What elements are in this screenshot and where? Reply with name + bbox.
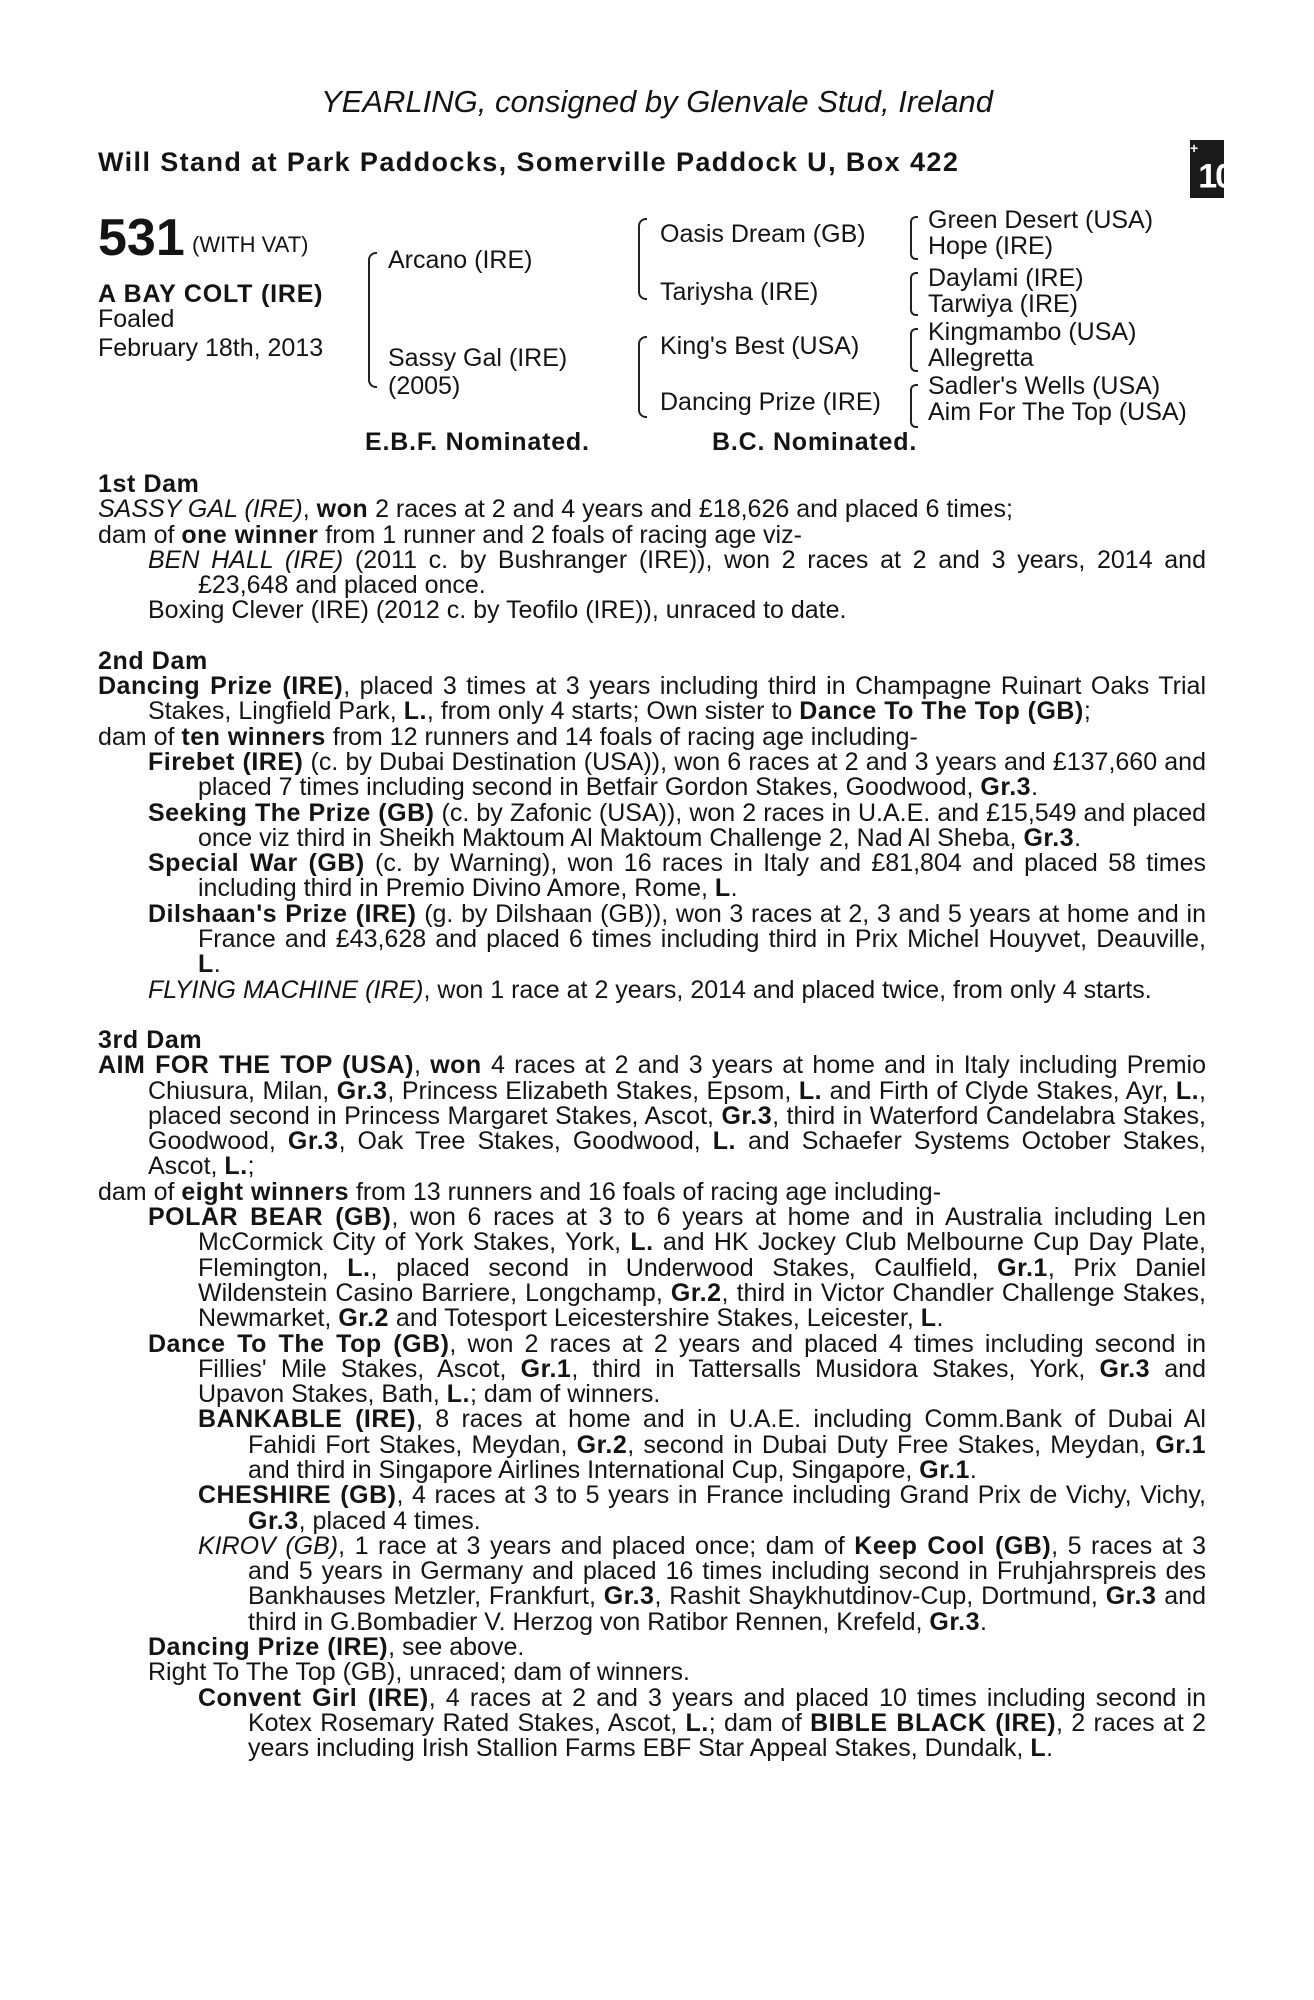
- ancestor-kingmambo: Kingmambo (USA): [928, 318, 1137, 346]
- text: 4 races at 2 and 3 years at home and in Italy including Premio Chiusura, Milan,: [148, 1051, 1206, 1105]
- text: (c. by Dubai Destination (USA)), won 6 races at 2 and 3 years and £137,660 and placed 7 times including second in Betfair Gordon Stakes, Goodwood,: [198, 747, 1206, 802]
- listed-mark: L.: [1175, 1076, 1200, 1105]
- text: , placed second in Underwood Stakes, Caulfield,: [370, 1253, 998, 1282]
- grade-mark: Gr.1: [520, 1354, 572, 1383]
- grandproduce-convent-girl: [98, 1683, 1206, 1763]
- text: dam of: [98, 1177, 182, 1206]
- text: (c. by Zafonic (USA)), won 2 races in U.A.E. and £15,549 and placed once viz third in Sheikh Maktoum Al Maktoum Challenge 2, Nad Al Sheba,: [198, 798, 1207, 852]
- produce-ben-hall: [98, 545, 1206, 600]
- text: , placed second in Princess Margaret Stakes, Ascot,: [148, 1076, 1206, 1130]
- ancestor-sadlers-wells: Sadler's Wells (USA): [928, 372, 1161, 400]
- text: , third in Tattersalls Musidora Stakes, York,: [571, 1354, 1100, 1383]
- grade-mark: Gr.1: [997, 1253, 1048, 1282]
- ancestor-daylami: Daylami (IRE): [928, 264, 1084, 292]
- horse-ref: Dilshaan's Prize (IRE): [148, 899, 417, 928]
- grandproduce-cheshire: [98, 1483, 1206, 1534]
- family-details: [98, 472, 1206, 1762]
- text: , third in Waterford Candelabra Stakes, Goodwood,: [148, 1101, 1206, 1156]
- listed-mark: L.: [446, 1380, 470, 1409]
- text: ;: [1083, 697, 1091, 726]
- grade-mark: Gr.3: [336, 1076, 388, 1105]
- third-dam-produce-summary: [98, 1177, 1206, 1206]
- text: , 4 races at 2 and 3 years and placed 10 times including second in Kotex Rosemary Rated Stakes, Ascot,: [248, 1683, 1206, 1737]
- first-dam-heading: 1st Dam: [98, 470, 200, 498]
- ancestor-allegretta: Allegretta: [928, 344, 1034, 372]
- text: and third in G.Bombadier V. Herzog von Ratibor Rennen, Krefeld,: [248, 1582, 1206, 1636]
- text: , third in Victor Chandler Challenge Stakes, Newmarket,: [198, 1278, 1206, 1333]
- text: .: [980, 1607, 987, 1636]
- grade-mark: Gr.3: [1023, 823, 1075, 852]
- horse-ref: Special War (GB): [148, 849, 365, 878]
- grade-mark: Gr.3: [603, 1582, 655, 1611]
- sire-dam: Tariysha (IRE): [660, 278, 819, 306]
- text: ,: [414, 1051, 431, 1080]
- horse-ref: Seeking The Prize (GB): [148, 798, 435, 827]
- text: , won 6 races at 3 to 6 years at home and in Australia including Len McCormick City of York Stakes, York,: [198, 1203, 1206, 1257]
- horse-name: A BAY COLT (IRE): [98, 280, 324, 308]
- text: , second in Dubai Duty Free Stakes, Meydan,: [627, 1430, 1156, 1459]
- produce-firebet: [98, 747, 1206, 802]
- text: , Rashit Shaykhutdinov-Cup, Dortmund,: [654, 1582, 1106, 1611]
- grandproduce-bankable: [98, 1407, 1206, 1483]
- consignment-heading: YEARLING, consigned by Glenvale Stud, Ireland: [320, 84, 994, 119]
- text: , won 1 race at 2 years, 2014 and placed twice, from only 4 starts.: [423, 975, 1152, 1004]
- listed-mark: L.: [403, 697, 427, 726]
- text: from 13 runners and 16 foals of racing age including-: [349, 1177, 942, 1206]
- grade-mark: Gr.3: [287, 1127, 339, 1156]
- text: and Upavon Stakes, Bath,: [198, 1354, 1206, 1409]
- produce-dancing-prize: [98, 1635, 1206, 1660]
- produce-seeking-the-prize: [98, 798, 1207, 852]
- text: dam of: [98, 722, 182, 751]
- second-dam-record: [98, 674, 1206, 725]
- listed-mark: L.: [712, 1127, 736, 1156]
- text: , placed 3 times at 3 years including third in Champagne Ruinart Oaks Trial Stakes, Lingfield Park,: [148, 672, 1206, 726]
- dam-name: Sassy Gal (IRE): [388, 344, 568, 372]
- won-text: won: [316, 495, 369, 524]
- listed-mark: L: [714, 874, 731, 903]
- foaled-date: February 18th, 2013: [98, 334, 324, 362]
- produce-dance-to-the-top: [98, 1329, 1207, 1409]
- listed-mark: L.: [630, 1228, 654, 1257]
- text: .: [213, 950, 221, 979]
- dam-sire: King's Best (USA): [660, 332, 860, 360]
- text: .: [1031, 773, 1039, 802]
- text: 2 races at 2 and 4 years and £18,626 and placed 6 times;: [368, 495, 1013, 524]
- text: from 12 runners and 14 foals of racing age including-: [325, 722, 918, 751]
- first-dam-produce-summary: [98, 520, 1206, 549]
- first-dam-record: [98, 497, 1206, 522]
- pedigree-brace-g3c: [910, 328, 918, 372]
- text: (g. by Dilshaan (GB)), won 3 races at 2, 3 and 5 years at home and in France and £43,628 and placed 6 times including third in Prix Michel Houyvet, Deauville,: [198, 899, 1206, 954]
- third-dam-heading: 3rd Dam: [98, 1025, 203, 1054]
- horse-ref: Dance To The Top (GB): [799, 697, 1084, 726]
- second-dam-produce-summary: [98, 722, 1206, 751]
- text: , 5 races at 3 and 5 years in Germany and placed 16 times including second in Fruhjahrspreis des Bankhauses Metzler, Frankfurt,: [248, 1531, 1206, 1611]
- horse-ref: KIROV (GB): [198, 1531, 339, 1560]
- horse-ref: POLAR BEAR (GB): [148, 1203, 392, 1232]
- bc-nominated: B.C. Nominated.: [712, 428, 918, 456]
- listed-mark: L.: [224, 1152, 248, 1181]
- grade-mark: Gr.3: [1099, 1354, 1151, 1383]
- produce-flying-machine: [98, 975, 1206, 1004]
- grade-mark: Gr.3: [980, 773, 1032, 802]
- dam-name-text: SASSY GAL (IRE): [98, 495, 303, 524]
- ancestor-aim-for-the-top: Aim For The Top (USA): [928, 398, 1187, 426]
- pedigree-brace-dam: [638, 336, 647, 418]
- winners-count: eight winners: [181, 1177, 350, 1206]
- text: , Prix Daniel Wildenstein Casino Barriere, Longchamp,: [198, 1253, 1206, 1307]
- horse-ref: Dancing Prize (IRE): [98, 672, 344, 701]
- text: .: [1074, 823, 1082, 852]
- lot-number: 531: [98, 209, 185, 267]
- ancestor-hope: Hope (IRE): [928, 232, 1054, 260]
- pedigree-brace-g3a: [910, 216, 918, 260]
- horse-ref: Convent Girl (IRE): [198, 1683, 429, 1712]
- horse-ref: Keep Cool (GB): [854, 1531, 1052, 1560]
- badge-number: 10: [1198, 157, 1233, 196]
- text: .: [969, 1455, 977, 1484]
- winners-count: one winner: [181, 520, 319, 549]
- text: dam of: [98, 520, 182, 549]
- listed-mark: L.: [347, 1253, 371, 1282]
- grandproduce-kirov: [98, 1531, 1206, 1636]
- text: and Schaefer Systems October Stakes, Ascot,: [148, 1127, 1207, 1181]
- sire-sire: Oasis Dream (GB): [660, 220, 866, 248]
- grade-mark: Gr.2: [670, 1278, 722, 1307]
- text: ; dam of winners.: [469, 1380, 661, 1409]
- produce-right-to-the-top: Right To The Top (GB), unraced; dam of winners.: [148, 1658, 690, 1687]
- grade-mark: Gr.2: [576, 1430, 628, 1459]
- grade-mark: Gr.3: [721, 1101, 773, 1130]
- text: .: [730, 874, 738, 903]
- horse-ref: Dance To The Top (GB): [148, 1329, 450, 1358]
- horse-ref: FLYING MACHINE (IRE): [148, 975, 424, 1004]
- pedigree-brace-g3d: [910, 384, 918, 428]
- dam-dam: Dancing Prize (IRE): [660, 388, 881, 416]
- listed-mark: L.: [685, 1708, 709, 1737]
- text: .: [936, 1304, 944, 1333]
- vat-note: (WITH VAT): [192, 232, 309, 257]
- text: (2011 c. by Bushranger (IRE)), won 2 races at 2 and 3 years, 2014 and £23,648 and placed once.: [198, 545, 1206, 600]
- text: , Princess Elizabeth Stakes, Epsom,: [387, 1076, 799, 1105]
- pedigree-brace-g3b: [910, 272, 918, 316]
- text: ;: [247, 1152, 255, 1181]
- badge-plus: +: [1190, 140, 1199, 156]
- grade-mark: Gr.3: [929, 1607, 981, 1636]
- text: , placed 4 times.: [298, 1506, 481, 1535]
- horse-ref: Dancing Prize (IRE): [148, 1633, 389, 1662]
- text: , from only 4 starts; Own sister to: [426, 697, 800, 726]
- text: (c. by Warning), won 16 races in Italy and £81,804 and placed 58 times including third in Premio Divino Amore, Rome,: [198, 849, 1206, 903]
- text: and third in Singapore Airlines International Cup, Singapore,: [248, 1455, 920, 1484]
- grade-mark: Gr.3: [1105, 1582, 1157, 1611]
- third-dam-record: [98, 1053, 1206, 1179]
- second-dam-heading: 2nd Dam: [98, 646, 208, 675]
- horse-ref: BANKABLE (IRE): [198, 1405, 416, 1434]
- horse-ref: BEN HALL (IRE): [148, 545, 344, 574]
- page-badge: [1190, 140, 1233, 198]
- horse-ref: AIM FOR THE TOP (USA): [98, 1051, 415, 1080]
- won-text: won: [430, 1051, 482, 1080]
- produce-dilshaans-prize: [98, 899, 1206, 979]
- grade-mark: Gr.1: [1155, 1430, 1206, 1459]
- listed-mark: L.: [798, 1076, 823, 1105]
- listed-mark: L: [920, 1304, 937, 1333]
- text: and Firth of Clyde Stakes, Ayr,: [822, 1076, 1176, 1105]
- produce-boxing-clever: Boxing Clever (IRE) (2012 c. by Teofilo (IRE)), unraced to date.: [148, 596, 847, 625]
- text: , 8 races at home and in U.A.E. including Comm.Bank of Dubai Al Fahidi Fort Stakes, Meydan,: [248, 1405, 1206, 1459]
- ancestor-green-desert: Green Desert (USA): [928, 206, 1154, 234]
- grade-mark: Gr.3: [248, 1506, 299, 1535]
- listed-mark: L: [198, 950, 214, 979]
- produce-special-war: [98, 851, 1206, 902]
- text: , see above.: [388, 1633, 525, 1662]
- stand-location: Will Stand at Park Paddocks, Somerville Paddock U, Box 422: [98, 147, 960, 177]
- ancestor-tarwiya: Tarwiya (IRE): [928, 290, 1079, 318]
- grade-mark: Gr.2: [338, 1304, 389, 1333]
- text: , 1 race at 3 years and placed once; dam of: [338, 1531, 855, 1560]
- text: , won 2 races at 2 years and placed 4 times including second in Fillies' Mile Stakes, Ascot,: [198, 1329, 1207, 1383]
- text: and Totesport Leicestershire Stakes, Leicester,: [388, 1304, 921, 1333]
- text: , 4 races at 3 to 5 years in France including Grand Prix de Vichy, Vichy,: [396, 1481, 1206, 1510]
- listed-mark: L: [1030, 1734, 1047, 1763]
- horse-ref: CHESHIRE (GB): [198, 1481, 397, 1510]
- winners-count: ten winners: [181, 722, 326, 751]
- text: and HK Jockey Club Melbourne Cup Day Plate, Flemington,: [198, 1228, 1207, 1282]
- text: from 1 runner and 2 foals of racing age viz-: [318, 520, 802, 549]
- produce-polar-bear: [98, 1205, 1206, 1331]
- text: , Oak Tree Stakes, Goodwood,: [338, 1127, 713, 1156]
- grade-mark: Gr.1: [919, 1455, 970, 1484]
- horse-ref: BIBLE BLACK (IRE): [810, 1708, 1057, 1737]
- ebf-nominated: E.B.F. Nominated.: [365, 428, 590, 456]
- dam-year: (2005): [388, 372, 461, 400]
- horse-ref: Firebet (IRE): [148, 747, 304, 776]
- foaled-label: Foaled: [98, 305, 175, 333]
- pedigree-brace-sire: [638, 218, 647, 300]
- text: .: [1046, 1734, 1054, 1763]
- text: ,: [302, 495, 317, 524]
- text: ; dam of: [708, 1708, 811, 1737]
- pedigree-brace-gen1: [368, 252, 377, 388]
- text: , 2 races at 2 years including Irish Stallion Farms EBF Star Appeal Stakes, Dundalk,: [248, 1708, 1206, 1763]
- sire-name: Arcano (IRE): [388, 246, 533, 274]
